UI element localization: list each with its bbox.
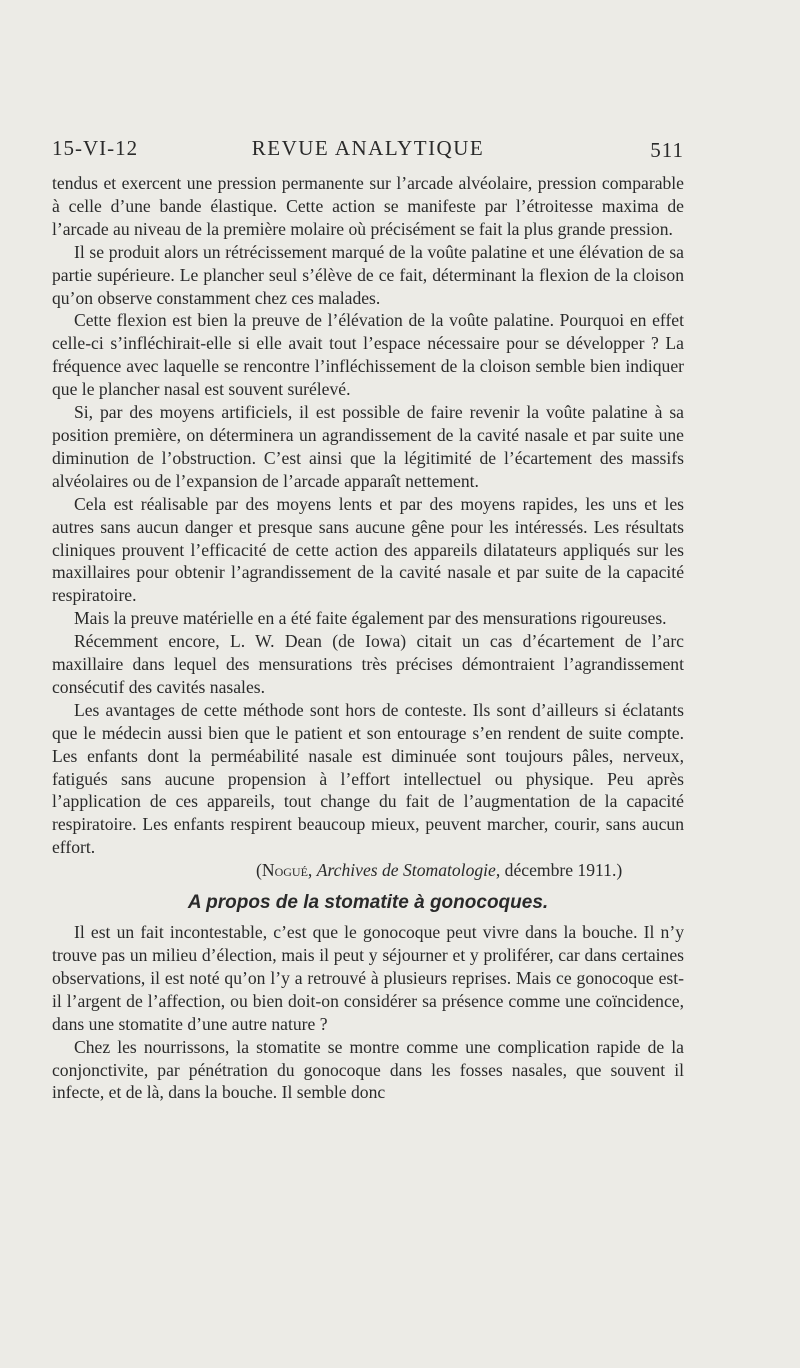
section-title: A propos de la stomatite à gonocoques.	[187, 892, 549, 914]
paragraph-7: Récemment encore, L. W. Dean (de Iowa) citait un cas d’écartement de l’arc maxillaire dans lequel des mensurations très précises démontraient l’agrandissement consécutif des cavités nasales.	[52, 631, 684, 697]
paragraph-2: Il se produit alors un rétrécissement marqué de la voûte palatine et une élévation de sa partie supérieure. Le plancher seul s’élève de ce fait, déterminant la flexion de la cloison qu’on observe constamment chez ces malades.	[52, 241, 684, 308]
citation-author: Nogué	[261, 860, 308, 881]
paragraph-6: Mais la preuve matérielle en a été faite également par des mensurations rigoureuses.	[74, 608, 667, 629]
citation-open: (	[256, 860, 262, 881]
citation-separator: ,	[307, 860, 317, 881]
paragraph-1: tendus et exercent une pression permanente sur l’arcade alvéolaire, pression comparable à celle d’une bande élastique. Cette action se manifeste par l’étroitesse maxima de l’arcade au niveau de la première molaire où précisément se fait la plus grande pression.	[52, 173, 684, 239]
section-paragraph-2: Chez les nourrissons, la stomatite se montre comme une complication rapide de la conjonctivite, par pénétration du gonocoque dans les fosses nasales, que souvent il infecte, et de là, dans la bouche. Il semble donc	[52, 1036, 684, 1103]
paragraph-5: Cela est réalisable par des moyens lents et par des moyens rapides, les uns et les autres sans aucun danger et presque sans aucune gêne pour les intéressés. Les résultats cliniques prouvent l’efficacité de cette action des appareils dilatateurs appliqués sur les maxillaires pour obtenir l’agrandissement de la cavité nasale et par suite de la capacité respiratoire.	[52, 493, 684, 606]
section-paragraph-1: Il est un fait incontestable, c’est que le gonocoque peut vivre dans la bouche. Il n’y trouve pas un milieu d’élection, mais il peut y séjourner et y proliférer, car dans certaines observations, il est noté qu’on l’y a retrouvé à plusieurs reprises. Mais ce gonocoque est-il l’argent de l’affection, ou bien doit-on considérer sa présence comme une coïncidence, dans une stomatite d’une autre nature ?	[52, 922, 684, 1034]
page-number: 511	[650, 138, 684, 162]
paragraph-3: Cette flexion est bien la preuve de l’élévation de la voûte palatine. Pourquoi en effet celle-ci s’infléchirait-elle si elle avait tout l’espace nécessaire pour se développer ? La fréquence avec laquelle se rencontre l’infléchissement de la cloison semble bien indiquer que le plancher nasal est souvent surélevé.	[52, 310, 684, 400]
article-body	[52, 172, 684, 1104]
citation	[52, 859, 684, 882]
paragraph-8: Les avantages de cette méthode sont hors de conteste. Ils sont d’ailleurs si éclatants que le médecin aussi bien que le patient et son entourage s’en rendent de suite compte. Les enfants dont la perméabilité nasale est diminuée sont toujours pâles, nerveux, fatigués sans aucune propension à l’effort intellectuel ou physique. Peu après l’application de ces appareils, tout change du fait de l’augmentation de la capacité respiratoire. Les enfants respirent beaucoup mieux, peuvent marcher, courir, sans aucun effort.	[52, 699, 684, 858]
citation-journal: Archives de Stomatologie	[316, 860, 496, 881]
header-date: 15-VI-12	[52, 136, 139, 160]
header-journal-title: REVUE ANALYTIQUE	[251, 136, 485, 160]
citation-date: , décembre 1911.)	[495, 860, 623, 881]
paragraph-4: Si, par des moyens artificiels, il est possible de faire revenir la voûte palatine à sa position première, on déterminera un agrandissement de la cavité nasale et par suite une diminution de l’obstruction. C’est ainsi que la légitimité de l’écartement des massifs alvéolaires ou de l’expansion de l’arcade apparaît nettement.	[52, 402, 684, 491]
running-header	[52, 136, 684, 166]
